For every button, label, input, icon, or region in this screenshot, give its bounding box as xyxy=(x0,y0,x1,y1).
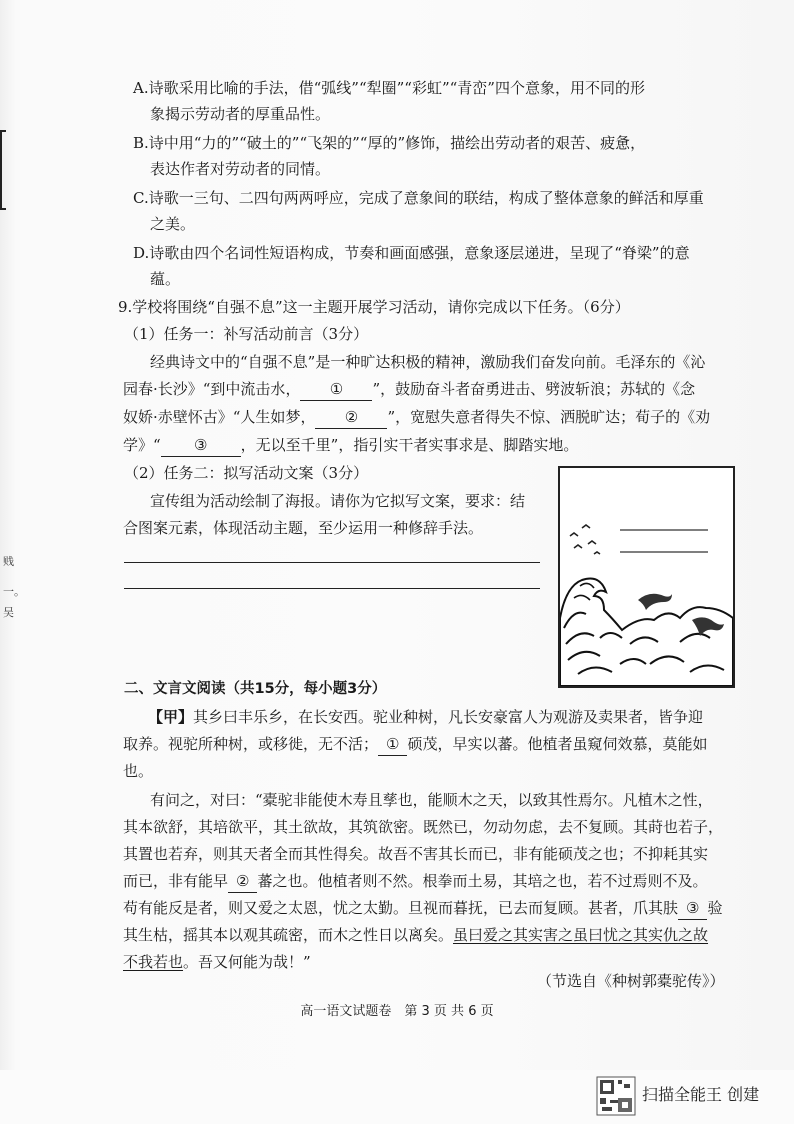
option-c-line2: 之美。 xyxy=(150,215,196,233)
text-run: 硕茂，早实以蕃。他植者虽窥伺效慕，莫能如 xyxy=(407,735,708,753)
fill-blank-1[interactable]: ① xyxy=(300,378,372,401)
task1-para-line1: 经典诗文中的“自强不息”是一种旷达积极的精神，激励我们奋发向前。毛泽东的《沁 xyxy=(150,353,706,371)
fill-blank-2[interactable]: ② xyxy=(315,406,387,429)
text-run: ”，鼓励奋斗者奋勇进击、劈波斩浪；苏轼的《念 xyxy=(372,380,696,398)
passage-line3: 也。 xyxy=(123,762,154,780)
text-run: 蕃之也。他植者则不然。根拳而土易，其培之也，若不过焉则不及。 xyxy=(257,872,708,890)
passage-line1 xyxy=(148,706,703,728)
option-d-line2: 蕴。 xyxy=(150,270,181,288)
text-run: 其乡曰丰乐乡，在长安西。驼业种树，凡长安豪富人为观游及卖果者，皆争迎 xyxy=(193,708,704,726)
birds-icon xyxy=(570,525,600,554)
underlined-sentence: 不我若也 xyxy=(123,953,184,971)
text-run: 取养。视驼所种树，或移徙，无不活； xyxy=(123,735,379,753)
text-run: 其生枯，摇其本以观其疏密，而木之性日以离矣。 xyxy=(123,926,454,944)
answer-line-2[interactable] xyxy=(124,588,540,589)
text-run: 而已，非有能早 xyxy=(123,872,229,890)
fill-blank-passage-1[interactable]: ① xyxy=(378,733,407,756)
text-run: 苟有能反是者，则又爱之太恩，忧之太勤。旦视而暮抚，已去而复顾。甚者，爪其肤 xyxy=(123,899,679,917)
option-a-line1: A.诗歌采用比喻的手法，借“弧线”“犁圈”“彩虹”“青峦”四个意象，用不同的形 xyxy=(133,79,645,97)
binding-bracket xyxy=(0,130,6,210)
answer-line-1[interactable] xyxy=(124,562,540,563)
passage-line9 xyxy=(123,924,708,946)
passage-label: 【甲】 xyxy=(148,708,194,726)
section2-title: 二、文言文阅读（共15分，每小题3分） xyxy=(124,681,387,697)
fill-blank-passage-2[interactable]: ② xyxy=(228,870,257,893)
fill-blank-passage-3[interactable]: ③ xyxy=(678,897,707,920)
underlined-sentence: 虽曰爱之其实害之虽曰忧之其实仇之故 xyxy=(453,926,709,944)
margin-char: 贱 xyxy=(3,555,14,568)
passage-source: （节选自《种树郭橐驼传》） xyxy=(537,972,725,990)
wave-icon xyxy=(560,579,733,687)
option-b-line1: B.诗中用“力的”“破土的”“飞架的”“厚的”修饰，描绘出劳动者的艰苦、疲惫， xyxy=(133,134,646,152)
passage-line8 xyxy=(123,897,722,920)
text-run: ”，宽慰失意者得失不惊、洒脱旷达；荀子的《劝 xyxy=(387,408,711,426)
fill-blank-3[interactable]: ③ xyxy=(161,434,241,457)
passage-line4: 有问之，对曰：“橐驼非能使木寿且孳也，能顺木之天，以致其性焉尔。凡植木之性， xyxy=(150,791,713,809)
task1-title: （1）任务一：补写活动前言（3分） xyxy=(124,325,369,343)
margin-char: 吴 xyxy=(3,606,14,619)
margin-char: 一。 xyxy=(3,585,25,598)
passage-line10 xyxy=(123,951,311,973)
task1-para-line4 xyxy=(123,434,578,457)
passage-line2 xyxy=(123,733,707,756)
task1-para-line2 xyxy=(123,378,695,401)
text-run: 园春·长沙》“到中流击水， xyxy=(123,380,301,398)
poster-image xyxy=(558,466,735,688)
text-run: 学》“ xyxy=(123,436,161,454)
option-b-line2: 表达作者对劳动者的同情。 xyxy=(150,160,331,178)
passage-line7 xyxy=(123,870,707,893)
option-d-line1: D.诗歌由四个名词性短语构成，节奏和画面感强，意象逐层递进，呈现了“脊梁”的意 xyxy=(133,244,690,262)
text-run: 。吾又何能为哉！” xyxy=(183,953,311,971)
task2-title: （2）任务二：拟写活动文案（3分） xyxy=(124,464,369,482)
option-a-line2: 象揭示劳动者的厚重品性。 xyxy=(150,105,331,123)
passage-line6: 其置也若弃，则其天者全而其性得矣。故吾不害其长而已，非有能硕茂之也；不抑耗其实 xyxy=(123,845,709,863)
q9-stem: 9.学校将围绕“自强不息”这一主题开展学习活动，请你完成以下任务。（6分） xyxy=(118,298,630,316)
page-footer: 高一语文试题卷 第 3 页 共 6 页 xyxy=(300,1004,494,1019)
task2-para-line2: 合图案元素，体现活动主题，至少运用一种修辞手法。 xyxy=(123,519,484,537)
task2-para-line1: 宣传组为活动绘制了海报。请你为它拟写文案，要求：结 xyxy=(150,492,526,510)
option-c-line1: C.诗歌一三句、二四句两两呼应，完成了意象间的联结，构成了整体意象的鲜活和厚重 xyxy=(133,189,704,207)
wave-illustration xyxy=(560,468,733,686)
cs-scanner-logo-icon xyxy=(596,1076,636,1116)
text-run: ，无以至千里”，指引实干者实事求是、脚踏实地。 xyxy=(240,436,579,454)
text-run: 验 xyxy=(707,899,723,917)
task1-para-line3 xyxy=(123,406,710,429)
text-run: 奴娇·赤壁怀古》“人生如梦， xyxy=(123,408,316,426)
scanner-app-label: 扫描全能王 创建 xyxy=(642,1085,760,1104)
passage-line5: 其本欲舒，其培欲平，其土欲故，其筑欲密。既然已，勿动勿虑，去不复顾。其莳也若子， xyxy=(123,818,724,836)
